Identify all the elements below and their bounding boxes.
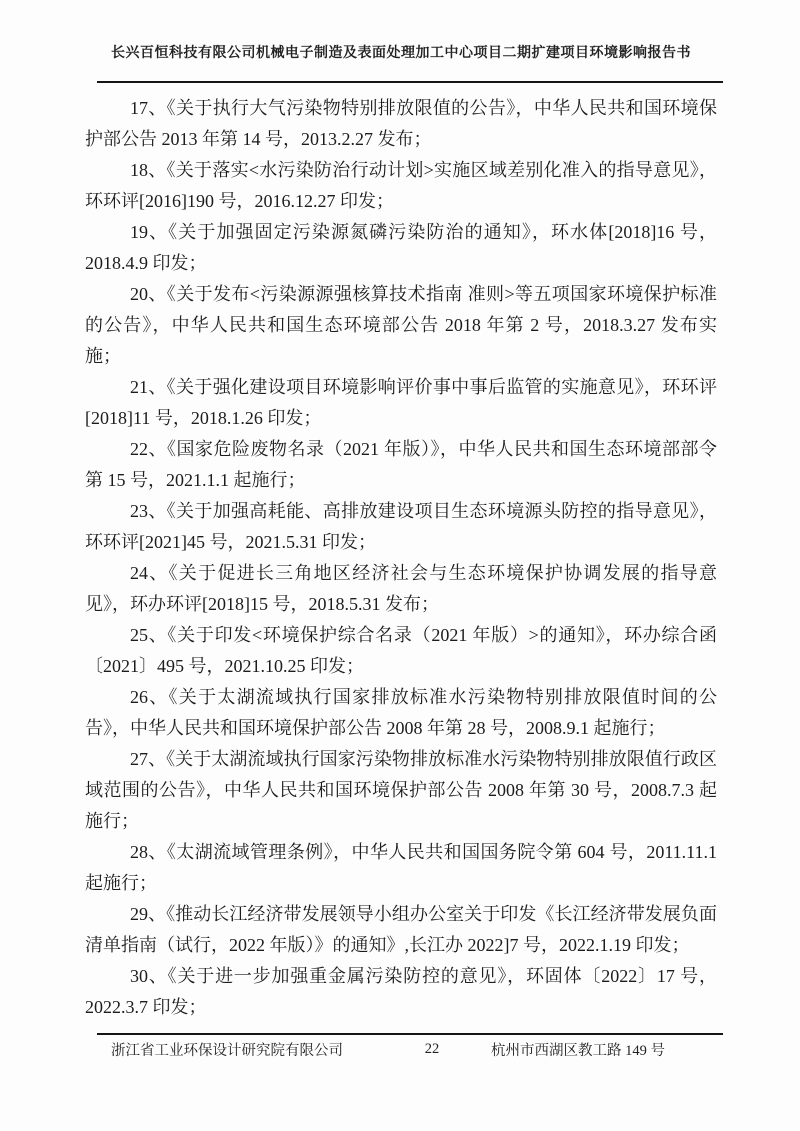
header-divider [97,81,723,83]
page-footer [97,1039,723,1060]
regulation-item-24: 24、《关于促进长三角地区经济社会与生态环境保护协调发展的指导意见》，环办环评[2018]15 号，2018.5.31 发布； [85,563,717,614]
footer-divider [97,1033,723,1035]
regulation-item-23: 23、《关于加强高耗能、高排放建设项目生态环境源头防控的指导意见》，环环评[2021]45 号，2021.5.31 印发； [85,501,717,552]
regulation-item-17: 17、《关于执行大气污染物特别排放限值的公告》，中华人民共和国环境保护部公告 2013 年第 14 号，2013.2.27 发布； [85,98,717,149]
regulation-item-19: 19、《关于加强固定污染源氮磷污染防治的通知》，环水体[2018]16 号，2018.4.9 印发； [85,222,717,273]
regulation-item-29: 29、《推动长江经济带发展领导小组办公室关于印发《长江经济带发展负面清单指南（试行，2022 年版）》的通知》,长江办 2022]7 号，2022.1.19 印发； [85,904,717,955]
regulation-item-18: 18、《关于落实<水污染防治行动计划>实施区域差别化准入的指导意见》，环环评[2016]190 号，2016.12.27 印发； [85,160,717,211]
regulation-item-20: 20、《关于发布<污染源源强核算技术指南 准则>等五项国家环境保护标准的公告》，中华人民共和国生态环境部公告 2018 年第 2 号，2018.3.27 发布实施； [85,284,717,366]
regulation-list [85,93,717,1023]
regulation-item-26: 26、《关于太湖流域执行国家排放标准水污染物特别排放限值时间的公告》，中华人民共和国环境保护部公告 2008 年第 28 号，2008.9.1 起施行； [85,687,717,738]
regulation-item-27: 27、《关于太湖流域执行国家污染物排放标准水污染物特别排放限值行政区域范围的公告》，中华人民共和国环境保护部公告 2008 年第 30 号，2008.7.3 起施行； [85,749,717,831]
footer-address: 杭州市西湖区教工路 149 号 [491,1043,665,1059]
regulation-item-30: 30、《关于进一步加强重金属污染防控的意见》，环固体〔2022〕17 号，2022.3.7 印发； [85,966,717,1017]
footer-page-number: 22 [424,1041,440,1057]
regulation-item-25: 25、《关于印发<环境保护综合名录（2021 年版）>的通知》，环办综合函〔2021〕495 号，2021.10.25 印发； [85,625,717,676]
regulation-item-28: 28、《太湖流域管理条例》，中华人民共和国国务院令第 604 号，2011.11.1 起施行； [85,842,717,893]
page-header-title: 长兴百恒科技有限公司机械电子制造及表面处理加工中心项目二期扩建项目环境影响报告书 [111,46,691,61]
regulation-item-21: 21、《关于强化建设项目环境影响评价事中事后监管的实施意见》，环环评[2018]11 号，2018.1.26 印发； [85,377,717,428]
regulation-item-22: 22、《国家危险废物名录（2021 年版）》，中华人民共和国生态环境部部令第 15 号，2021.1.1 起施行； [85,439,717,490]
footer-company-name: 浙江省工业环保设计研究院有限公司 [111,1043,343,1059]
